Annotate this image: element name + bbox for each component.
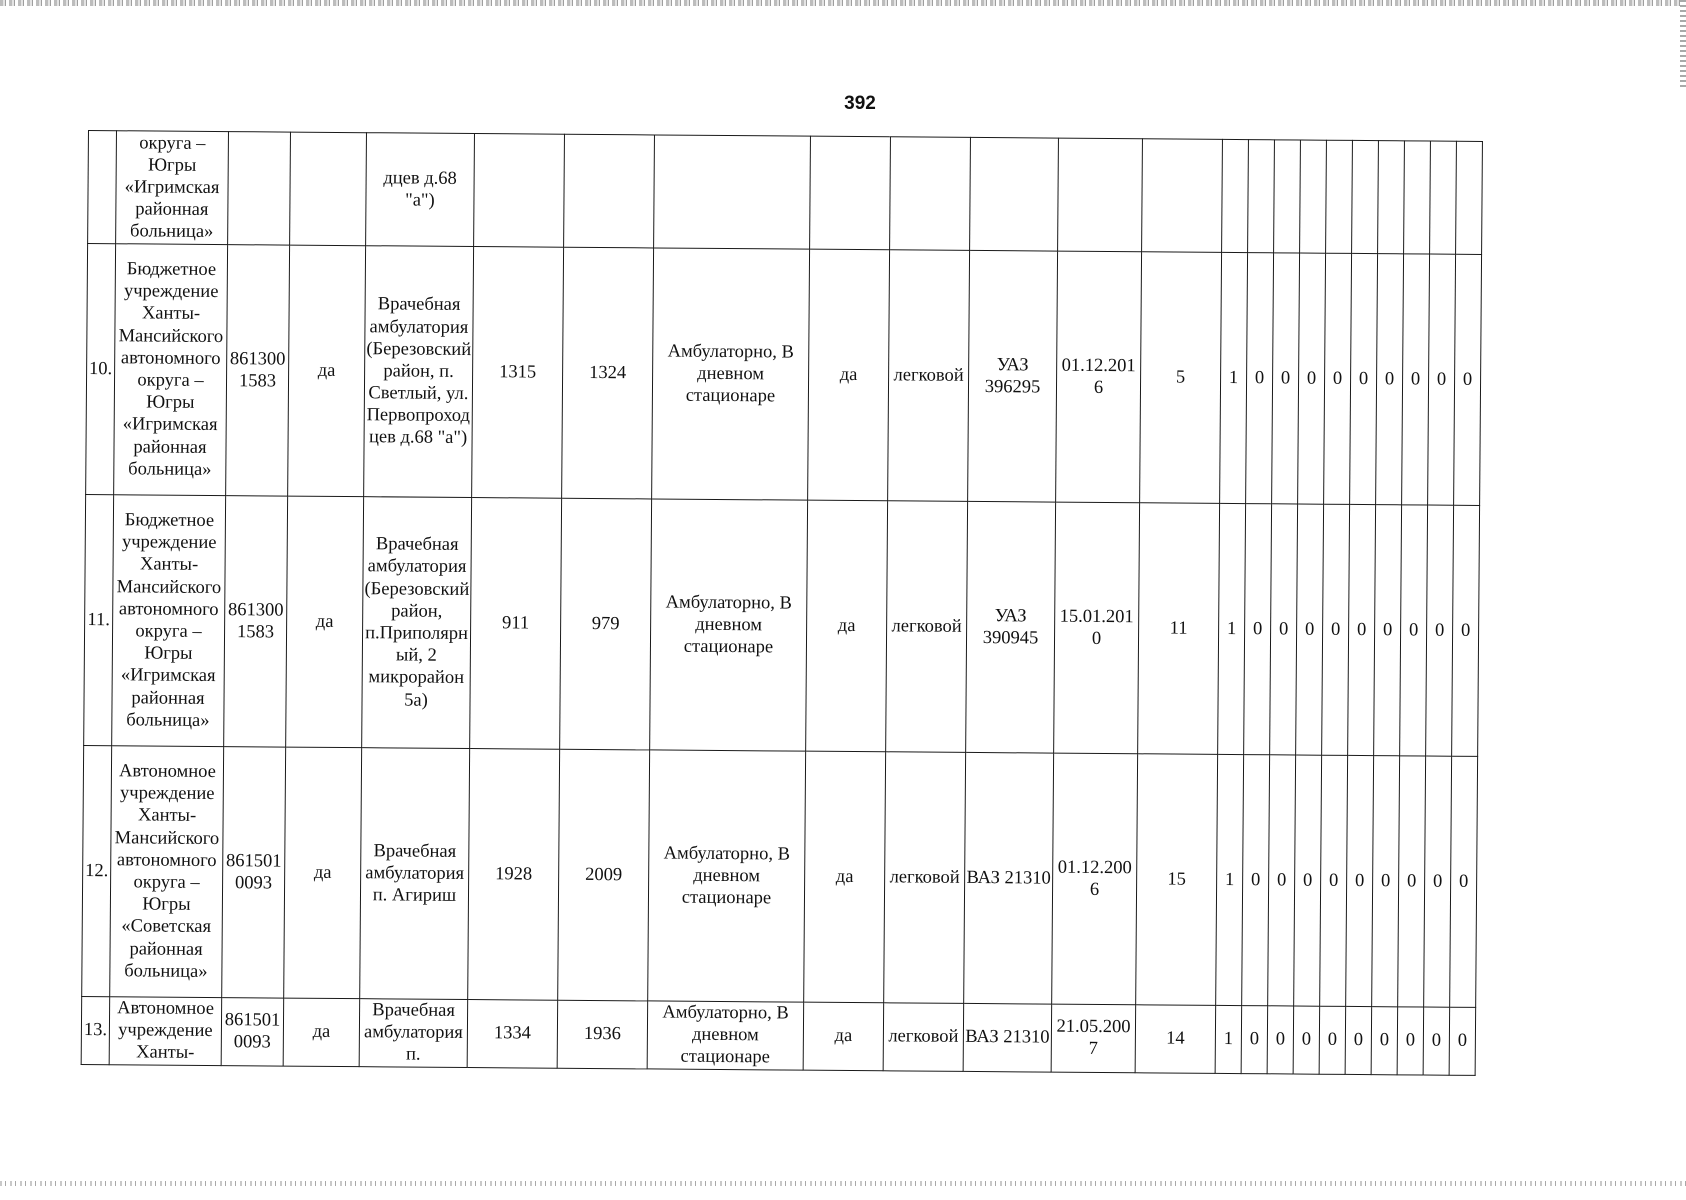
indicator-cell: 0 [1454,254,1482,505]
indicator-cell: 0 [1350,253,1378,504]
vehicle-model-cell: УАЗ 396295 [968,250,1058,502]
vehicle-age-cell: 5 [1140,252,1222,504]
count-2-cell [564,134,655,248]
indicator-cell: 0 [1319,1006,1346,1074]
indicator-cell: 0 [1241,1006,1268,1074]
scan-edge-top [0,0,1686,6]
service-mode-cell: Амбулаторно, В дневном стационаре [647,1001,804,1070]
vehicle-type-cell: легковой [888,250,970,502]
vehicle-flag-cell: да [804,751,886,1003]
vehicle-date-cell [1058,138,1143,252]
vehicle-date-cell: 21.05.2007 [1051,1004,1136,1072]
row-number-cell: 13. [81,996,110,1064]
scan-edge-right [1680,0,1686,90]
row-number-cell [88,131,117,244]
service-mode-cell: Амбулаторно, В дневном стационаре [648,750,806,1002]
vehicle-model-cell: ВАЗ 21310 [964,752,1054,1004]
service-mode-cell: Амбулаторно, В дневном стационаре [650,499,808,751]
indicator-cell: 1 [1216,754,1244,1005]
indicator-cell: 0 [1424,756,1452,1007]
vehicle-model-cell: ВАЗ 21310 [963,1003,1052,1071]
indicator-cell: 0 [1450,756,1478,1007]
table-row [82,745,1478,1007]
facility-address-cell: Врачебная амбулатория п. [359,999,468,1067]
indicator-cell [1456,141,1483,254]
vehicle-flag-cell: да [808,249,890,501]
organization-name-cell: округа – Югры «Игримская районная больница» [116,131,229,245]
indicator-cell: 0 [1322,504,1350,755]
vehicle-type-cell: легковой [883,1003,964,1071]
page-number: 392 [844,93,876,114]
availability-flag-cell [290,132,367,246]
indicator-cell [1378,141,1405,254]
count-1-cell: 1315 [472,247,564,499]
indicator-cell: 0 [1400,505,1428,756]
indicator-cell: 0 [1398,756,1426,1007]
count-1-cell: 1334 [467,1000,558,1068]
count-1-cell: 911 [470,498,562,750]
organization-code-cell: 8615010093 [222,747,286,998]
indicator-cell: 0 [1270,504,1298,755]
facility-address-cell: дцев д.68 "а") [366,133,475,247]
indicator-cell: 0 [1320,755,1348,1006]
vehicle-type-cell [890,137,971,251]
indicator-cell: 1 [1218,503,1246,754]
vehicle-model-cell: УАЗ 390945 [966,501,1056,753]
availability-flag-cell: да [286,496,364,748]
facility-address-cell: Врачебная амбулатория (Березовский район, п.Приполярный, 2 микрорайон 5а) [362,497,472,749]
table-row [88,131,1483,255]
indicator-cell [1274,140,1301,253]
vehicle-model-cell [970,137,1059,251]
organization-code-cell [228,132,291,245]
indicator-cell: 0 [1428,254,1456,505]
indicator-cell [1352,140,1379,253]
organization-code-cell: 8613001583 [224,496,288,747]
indicator-cell: 0 [1268,755,1296,1006]
indicator-cell: 0 [1267,1006,1294,1074]
indicator-cell: 0 [1346,755,1374,1006]
indicator-cell: 0 [1372,756,1400,1007]
indicator-cell [1326,140,1353,253]
vehicle-date-cell: 15.01.2010 [1054,502,1140,754]
availability-flag-cell: да [284,747,362,999]
registry-table [81,130,1483,1075]
indicator-cell: 0 [1324,253,1352,504]
vehicle-type-cell: легковой [886,501,968,753]
count-1-cell [474,134,565,248]
indicator-cell: 0 [1348,504,1376,755]
vehicle-flag-cell [810,136,891,250]
row-number-cell: 10. [86,244,116,495]
vehicle-type-cell: легковой [884,752,966,1004]
indicator-cell: 0 [1452,505,1480,756]
vehicle-age-cell: 15 [1136,754,1218,1006]
indicator-cell [1404,141,1431,254]
indicator-cell: 0 [1244,504,1272,755]
indicator-cell: 0 [1371,1007,1398,1075]
row-number-cell: 12. [82,745,112,996]
indicator-cell [1222,139,1249,252]
facility-address-cell: Врачебная амбулатория (Березовский район, п. Светлый, ул. Первопроходцев д.68 "а") [364,246,474,498]
indicator-cell: 0 [1296,504,1324,755]
vehicle-date-cell: 01.12.2016 [1056,251,1142,503]
count-2-cell: 1324 [562,247,654,499]
organization-name-cell: Бюджетное учреждение Ханты-Мансийского автономного округа – Югры «Игримская районная больница» [114,244,228,496]
organization-code-cell: 8615010093 [221,998,284,1066]
indicator-cell: 0 [1294,755,1322,1006]
service-mode-cell: Амбулаторно, В дневном стационаре [652,248,810,500]
table-row [81,996,1475,1075]
indicator-cell: 1 [1220,252,1248,503]
count-2-cell: 979 [560,498,652,750]
availability-flag-cell: да [283,998,360,1066]
organization-name-cell: Автономное учреждение Ханты- [109,997,222,1065]
registry-table-sheet [81,130,1483,1075]
indicator-cell: 0 [1449,1007,1476,1075]
indicator-cell: 0 [1423,1007,1450,1075]
availability-flag-cell: да [288,245,366,497]
organization-name-cell: Бюджетное учреждение Ханты-Мансийского автономного округа – Югры «Игримская районная больница» [112,495,226,747]
table-row [86,244,1482,506]
indicator-cell: 0 [1298,253,1326,504]
service-mode-cell [654,135,811,249]
indicator-cell: 0 [1376,254,1404,505]
indicator-cell [1430,141,1457,254]
indicator-cell: 0 [1242,755,1270,1006]
count-2-cell: 2009 [558,749,650,1001]
vehicle-flag-cell: да [806,500,888,752]
row-number-cell: 11. [84,494,114,745]
indicator-cell: 0 [1345,1006,1372,1074]
count-1-cell: 1928 [468,749,560,1001]
registry-table-body [81,131,1482,1075]
indicator-cell: 0 [1402,254,1430,505]
vehicle-date-cell: 01.12.2006 [1052,753,1138,1005]
vehicle-age-cell: 11 [1138,503,1220,755]
scan-edge-bottom [0,1181,1686,1186]
indicator-cell: 1 [1215,1005,1242,1073]
organization-name-cell: Автономное учреждение Ханты-Мансийского автономного округа – Югры «Советская районная больница» [110,746,224,998]
count-2-cell: 1936 [557,1000,648,1068]
indicator-cell [1248,140,1275,253]
vehicle-flag-cell: да [803,1002,884,1070]
indicator-cell: 0 [1246,253,1274,504]
indicator-cell: 0 [1293,1006,1320,1074]
facility-address-cell: Врачебная амбулатория п. Агириш [360,748,470,1000]
table-row [84,494,1480,756]
indicator-cell [1300,140,1327,253]
vehicle-age-cell [1142,139,1223,253]
indicator-cell: 0 [1397,1007,1424,1075]
vehicle-age-cell: 14 [1135,1005,1216,1073]
indicator-cell: 0 [1272,253,1300,504]
organization-code-cell: 8613001583 [226,245,290,496]
indicator-cell: 0 [1426,505,1454,756]
indicator-cell: 0 [1374,505,1402,756]
